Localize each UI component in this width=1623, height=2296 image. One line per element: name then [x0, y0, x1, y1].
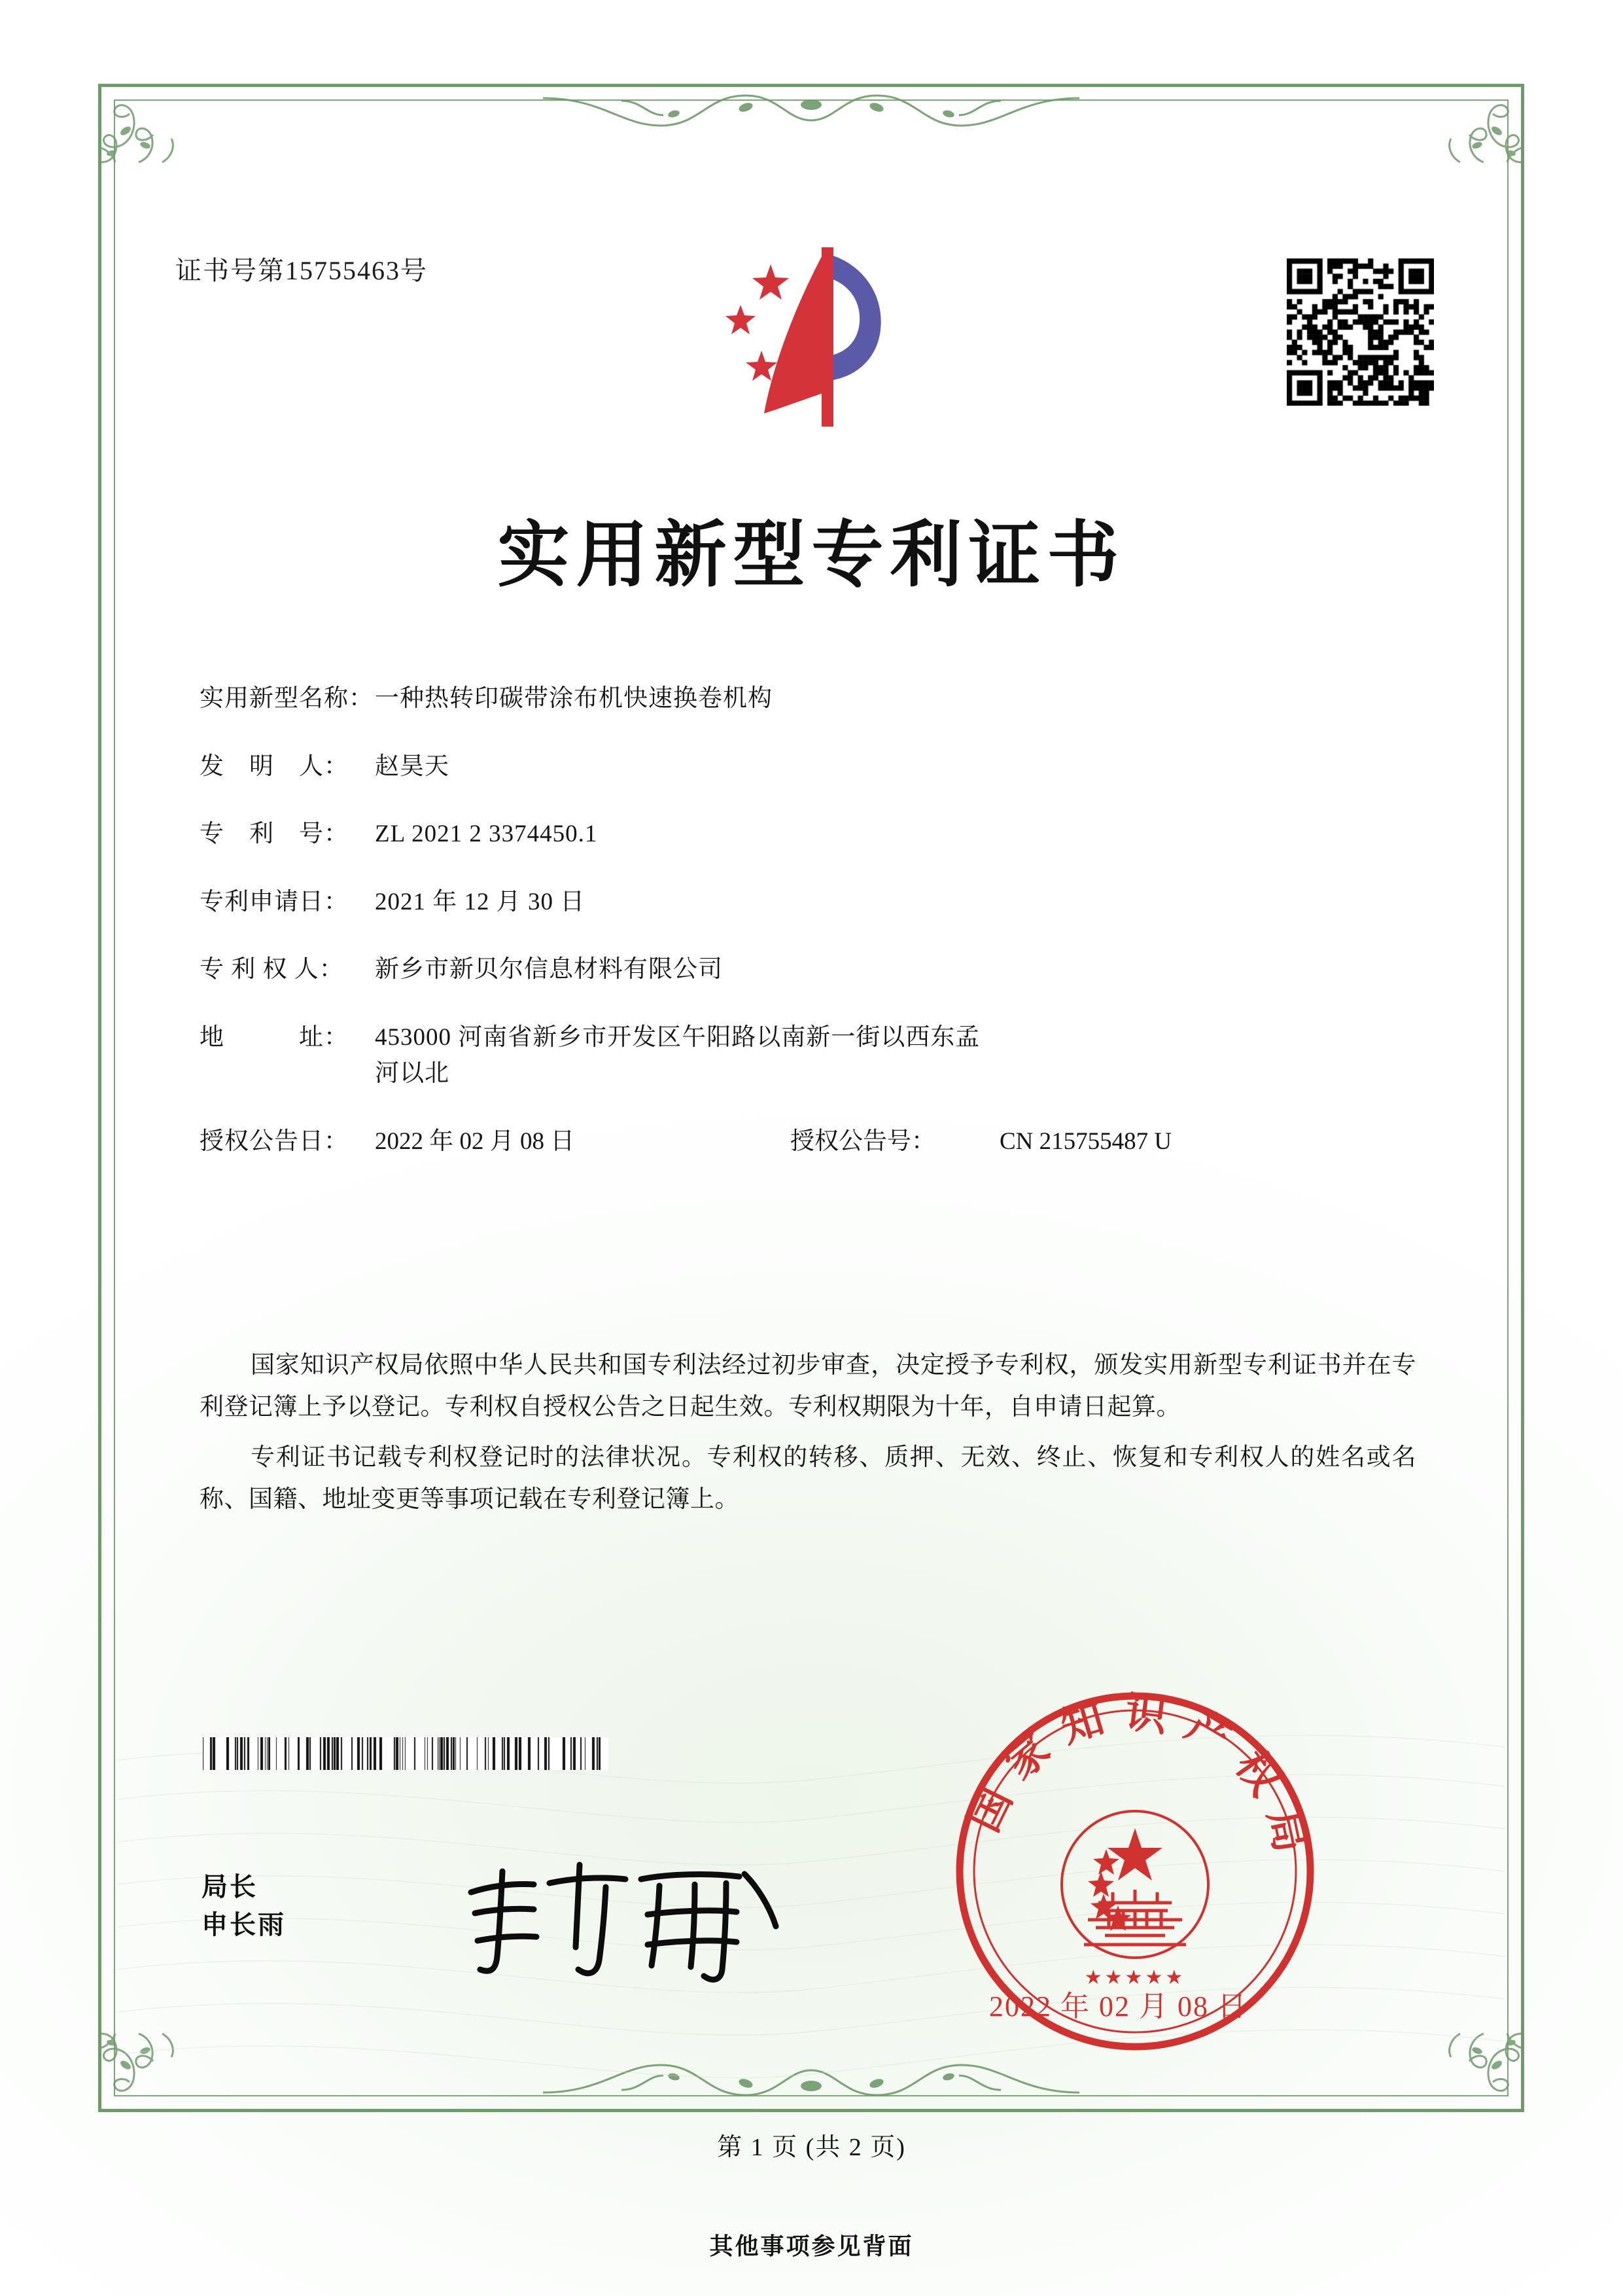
field-label: 发 明 人： [200, 752, 349, 780]
field-label: 专利申请日： [200, 888, 349, 915]
field-value: 赵昊天 [375, 752, 449, 780]
field-row-address [200, 1019, 1410, 1092]
footnote: 其他事项参见背面 [709, 2233, 914, 2259]
top-flourish-ornament-icon [543, 79, 1079, 137]
field-label: 地 址： [200, 1023, 349, 1051]
field-value: 新乡市新贝尔信息材料有限公司 [375, 956, 723, 983]
signature-title: 局长 [201, 1872, 258, 1901]
legal-paragraph-1: 国家知识产权局依照中华人民共和国专利法经过初步审查，决定授予专利权，颁发实用新型专利证书并在专利登记簿上予以登记。专利权自授权公告之日起生效。专利权期限为十年，自申请日起算。 [200, 1352, 1416, 1421]
cnipa-logo-icon [693, 242, 903, 432]
signature-block [201, 1868, 286, 1944]
field-value: 一种热转印碳带涂布机快速换卷机构 [375, 685, 773, 712]
handwritten-signature-icon [451, 1845, 805, 1989]
legal-text [200, 1345, 1416, 1530]
seal-date: 2022 年 02 月 08 日 [989, 1990, 1248, 2022]
signature-name: 申长雨 [201, 1910, 286, 1939]
field-label: 实用新型名称： [200, 685, 374, 712]
corner-ornament-icon [1408, 2032, 1523, 2111]
field-row-inventor [200, 749, 1410, 785]
field-label: 专 利 号： [200, 821, 349, 847]
legal-paragraph-2: 专利证书记载专利权登记时的法律状况。专利权的转移、质押、无效、终止、恢复和专利权人的姓名或名称、国籍、地址变更等事项记载在专利登记簿上。 [200, 1444, 1416, 1513]
svg-text:★★★★★: ★★★★★ [1084, 1966, 1186, 1989]
field-value-line1: 453000 河南省新乡市开发区午阳路以南新一街以西东孟 [375, 1023, 981, 1051]
page-title: 实用新型专利证书 [497, 512, 1126, 597]
qr-code-icon [1287, 258, 1434, 406]
field-row-utility-model-name [200, 680, 1410, 717]
certificate-fields [200, 680, 1410, 1179]
field-label-publication-date: 授权公告日： [200, 1127, 349, 1155]
corner-ornament-icon [99, 2032, 214, 2111]
field-row-application-date [200, 884, 1410, 921]
corner-ornament-icon [1408, 85, 1523, 164]
field-row-patentee [200, 951, 1410, 988]
field-label: 专 利 权 人： [200, 956, 344, 983]
field-value-publication-number: CN 215755487 U [1000, 1127, 1172, 1155]
field-value-line2: 河以北 [375, 1060, 449, 1087]
field-row-patent-number [200, 816, 1410, 853]
field-label-publication-number: 授权公告号： [790, 1127, 935, 1155]
barcode-icon [203, 1737, 608, 1770]
field-row-publication [200, 1123, 1410, 1160]
field-value-publication-date: 2022 年 02 月 08 日 [375, 1127, 575, 1155]
bottom-flourish-ornament-icon [543, 2053, 1079, 2112]
field-value [375, 1019, 1410, 1092]
certificate-number: 证书号第15755463号 [175, 256, 428, 285]
svg-text:国家知识产权局: 国家知识产权局 [959, 1688, 1318, 1873]
field-value: 2021 年 12 月 30 日 [375, 888, 585, 915]
page-number: 第 1 页 (共 2 页) [717, 2134, 906, 2161]
field-value: ZL 2021 2 3374450.1 [375, 821, 598, 847]
corner-ornament-icon [99, 85, 214, 164]
